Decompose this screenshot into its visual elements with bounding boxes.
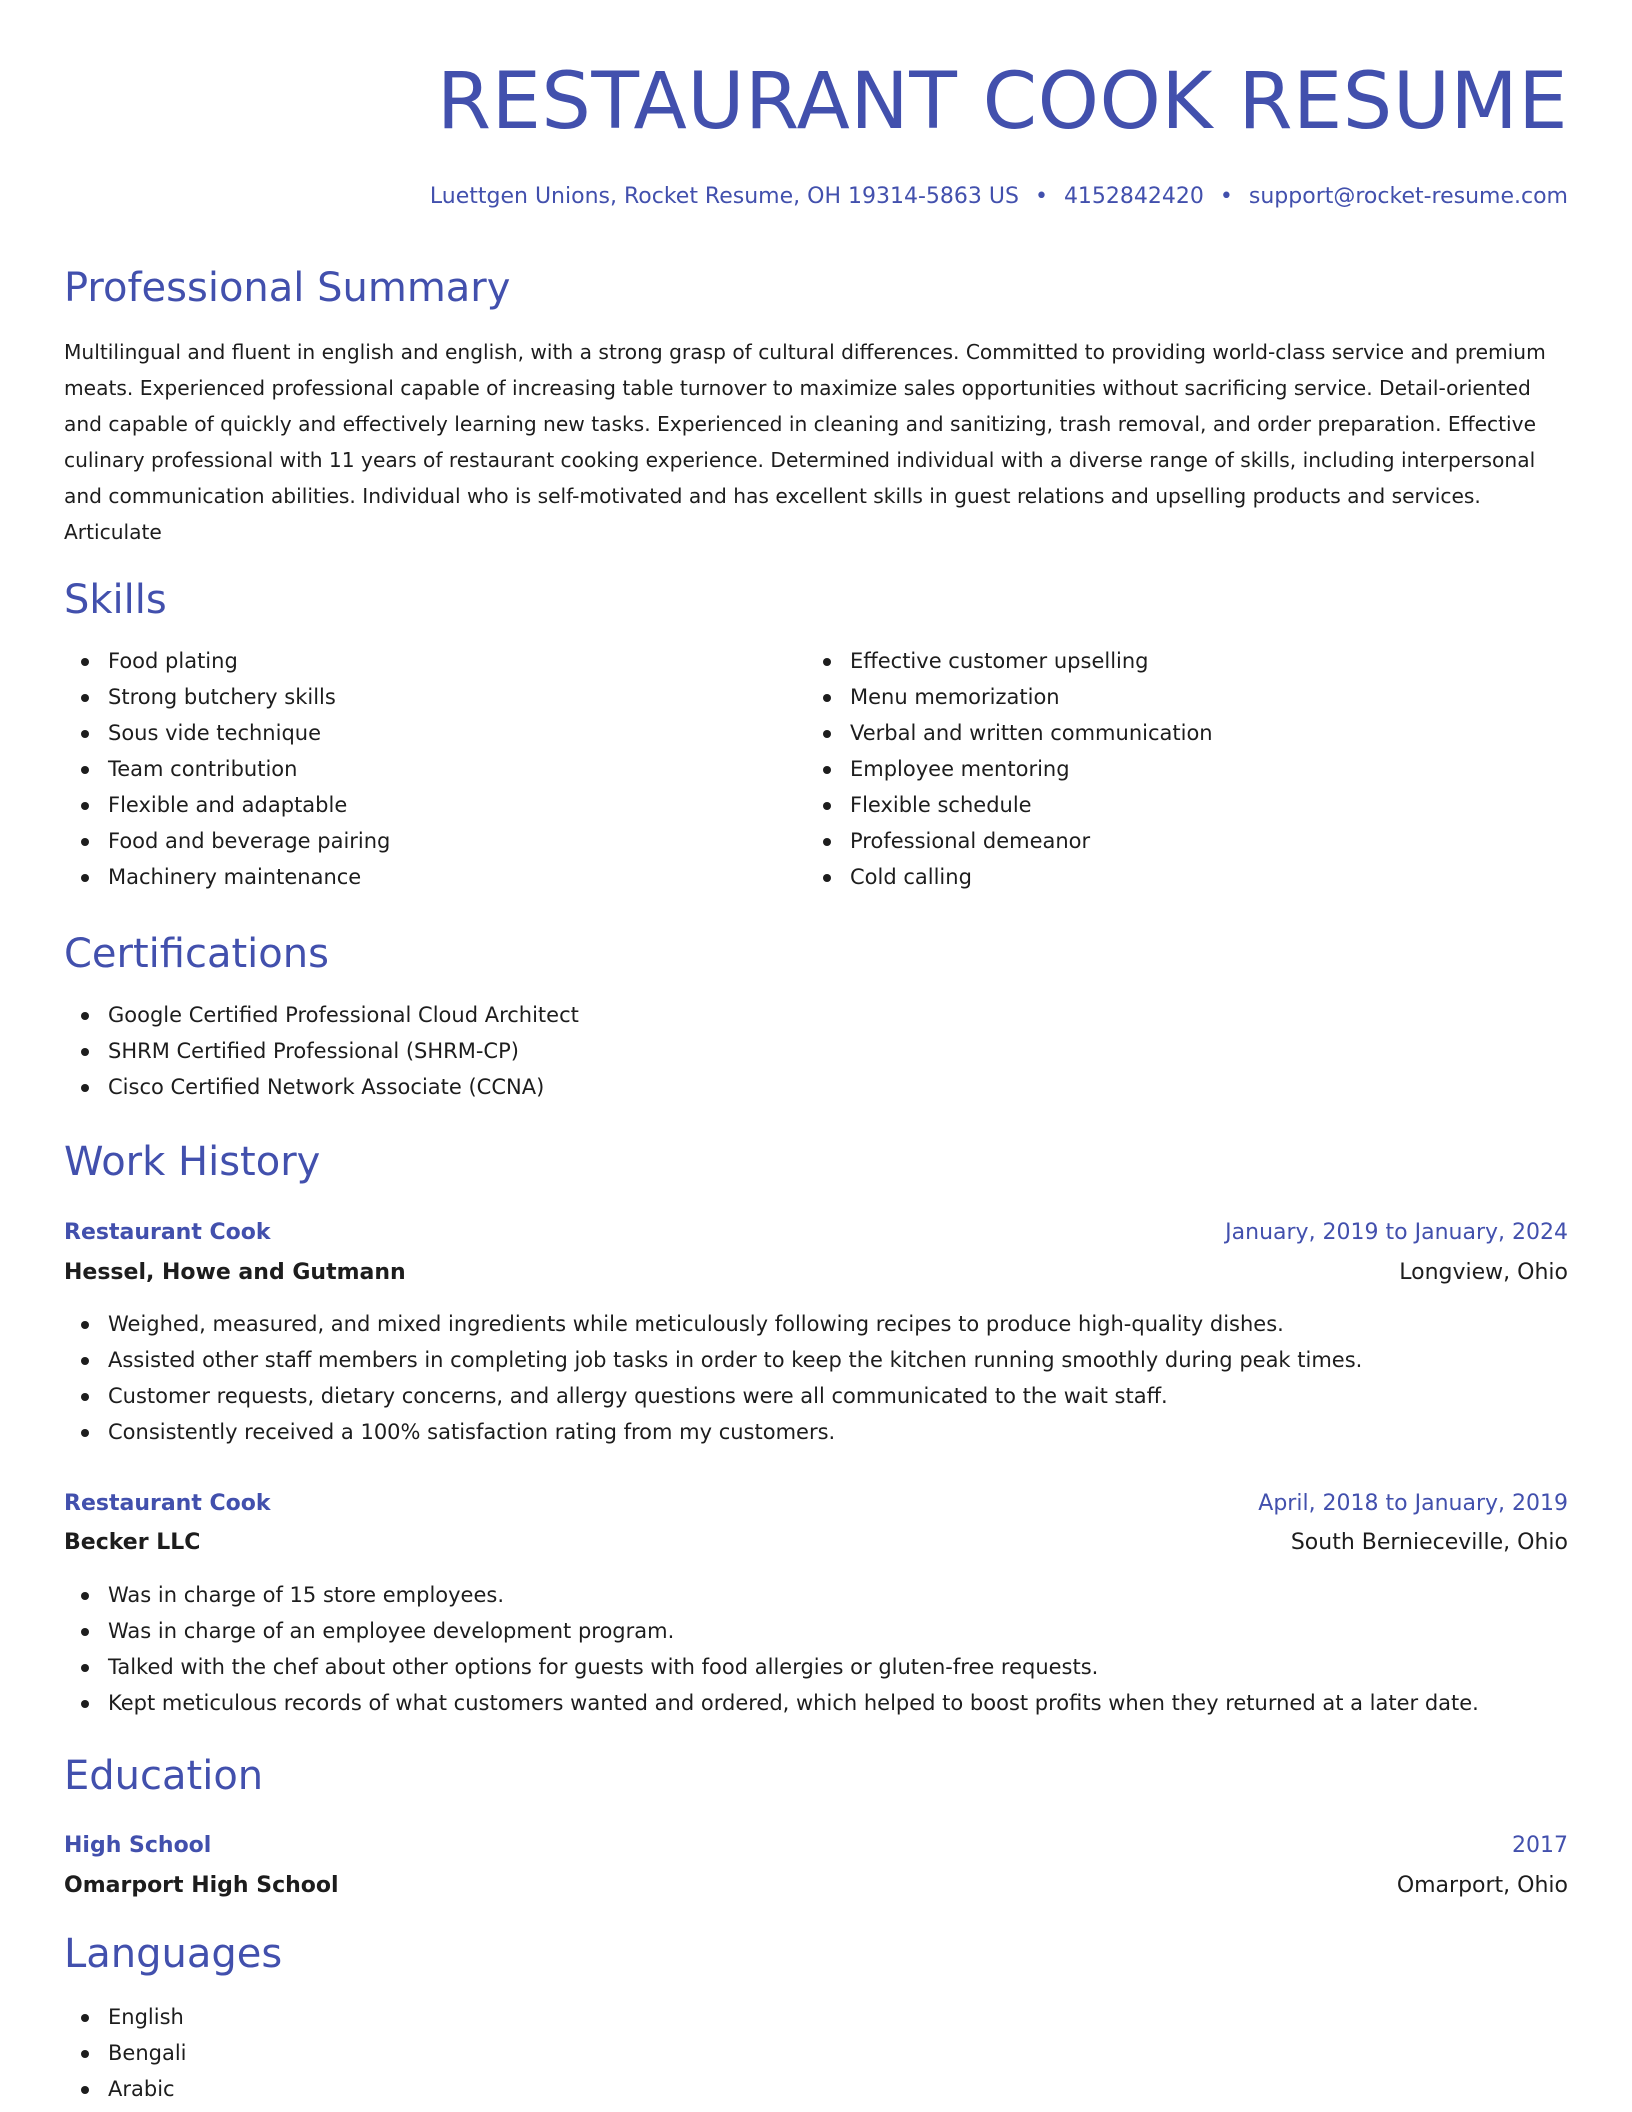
certifications-list (64, 997, 1568, 1105)
work-history-heading: Work History (64, 1139, 321, 1185)
job-header-row (64, 1483, 1568, 1523)
job-bullet: Assisted other staff members in completing job tasks in order to keep the kitchen running smoothly during peak times. (64, 1342, 1568, 1378)
job-bullets (64, 1577, 1568, 1721)
job-title: Restaurant Cook (64, 1490, 271, 1516)
job-bullet: Kept meticulous records of what customers wanted and ordered, which helped to boost profits when they returned at a later date. (64, 1685, 1568, 1721)
contact-separator: • (1034, 184, 1048, 209)
certification-item: Cisco Certified Network Associate (CCNA) (64, 1069, 1568, 1105)
skill-item: Employee mentoring (806, 751, 1506, 787)
summary-heading: Professional Summary (64, 265, 511, 311)
language-item: English (64, 1999, 664, 2035)
skill-item: Sous vide technique (64, 715, 764, 751)
skill-item: Flexible and adaptable (64, 787, 764, 823)
job-location: South Bernieceville, Ohio (1290, 1529, 1568, 1555)
contact-line (430, 178, 1568, 216)
skill-item: Verbal and written communication (806, 715, 1506, 751)
education-header-row (64, 1825, 1568, 1865)
job-bullet: Was in charge of 15 store employees. (64, 1577, 1568, 1613)
summary-text: Multilingual and fluent in english and english, with a strong grasp of cultural differences. Committed to providing world-class service and premium meats. Experienced professional capable of increasing table turnover to maximize sales opportunities without sacrificing service. Detail-oriented and capable of quickly and effectively learning new tasks. Experienced in cleaning and sanitizing, trash removal, and order preparation. Effective culinary professional with 11 years of restaurant cooking experience. Determined individual with a diverse range of skills, including interpersonal and communication abilities. Individual who is self-motivated and has excellent skills in guest relations and upselling products and services. Articulate (64, 340, 1546, 544)
job-employer: Hessel, Howe and Gutmann (64, 1259, 406, 1285)
skill-item: Food and beverage pairing (64, 823, 764, 859)
certifications-heading: Certifications (64, 931, 329, 977)
job-header-row (64, 1212, 1568, 1252)
skill-item: Menu memorization (806, 679, 1506, 715)
job-dates: January, 2019 to January, 2024 (1225, 1219, 1568, 1245)
job-bullet: Talked with the chef about other options for guests with food allergies or gluten-free requests. (64, 1649, 1568, 1685)
job-dates: April, 2018 to January, 2019 (1258, 1490, 1568, 1516)
certification-item: SHRM Certified Professional (SHRM-CP) (64, 1033, 1568, 1069)
job-employer-row (64, 1252, 1568, 1292)
education-degree: High School (64, 1832, 212, 1858)
education-year: 2017 (1512, 1832, 1568, 1858)
education-school: Omarport High School (64, 1872, 339, 1898)
resume-title: RESTAURANT COOK RESUME (436, 57, 1568, 147)
skills-list-right (806, 643, 1506, 895)
job-bullet: Was in charge of an employee development program. (64, 1613, 1568, 1649)
education-school-row (64, 1865, 1568, 1905)
skills-heading: Skills (64, 577, 167, 623)
job-bullets (64, 1306, 1568, 1450)
skills-list-left (64, 643, 764, 895)
job-employer: Becker LLC (64, 1529, 201, 1555)
language-item: Arabic (64, 2071, 664, 2107)
job-employer-row (64, 1522, 1568, 1562)
skill-item: Professional demeanor (806, 823, 1506, 859)
job-bullet: Consistently received a 100% satisfaction rating from my customers. (64, 1414, 1568, 1450)
contact-email[interactable]: support@rocket-resume.com (1248, 184, 1568, 209)
languages-heading: Languages (64, 1931, 283, 1977)
skill-item: Food plating (64, 643, 764, 679)
skill-item: Cold calling (806, 859, 1506, 895)
skill-item: Team contribution (64, 751, 764, 787)
education-heading: Education (64, 1753, 264, 1799)
languages-list (64, 1999, 664, 2107)
certification-item: Google Certified Professional Cloud Architect (64, 997, 1568, 1033)
skill-item: Flexible schedule (806, 787, 1506, 823)
job-bullet: Customer requests, dietary concerns, and allergy questions were all communicated to the wait staff. (64, 1378, 1568, 1414)
contact-separator: • (1219, 184, 1233, 209)
job-bullet: Weighed, measured, and mixed ingredients while meticulously following recipes to produce high-quality dishes. (64, 1306, 1568, 1342)
skill-item: Strong butchery skills (64, 679, 764, 715)
job-location: Longview, Ohio (1399, 1259, 1568, 1285)
contact-address: Luettgen Unions, Rocket Resume, OH 19314-5863 US (429, 184, 1019, 209)
job-title: Restaurant Cook (64, 1219, 271, 1245)
skill-item: Machinery maintenance (64, 859, 764, 895)
skill-item: Effective customer upselling (806, 643, 1506, 679)
language-item: Bengali (64, 2035, 664, 2071)
contact-phone[interactable]: 4152842420 (1063, 184, 1204, 209)
education-location: Omarport, Ohio (1396, 1872, 1568, 1898)
